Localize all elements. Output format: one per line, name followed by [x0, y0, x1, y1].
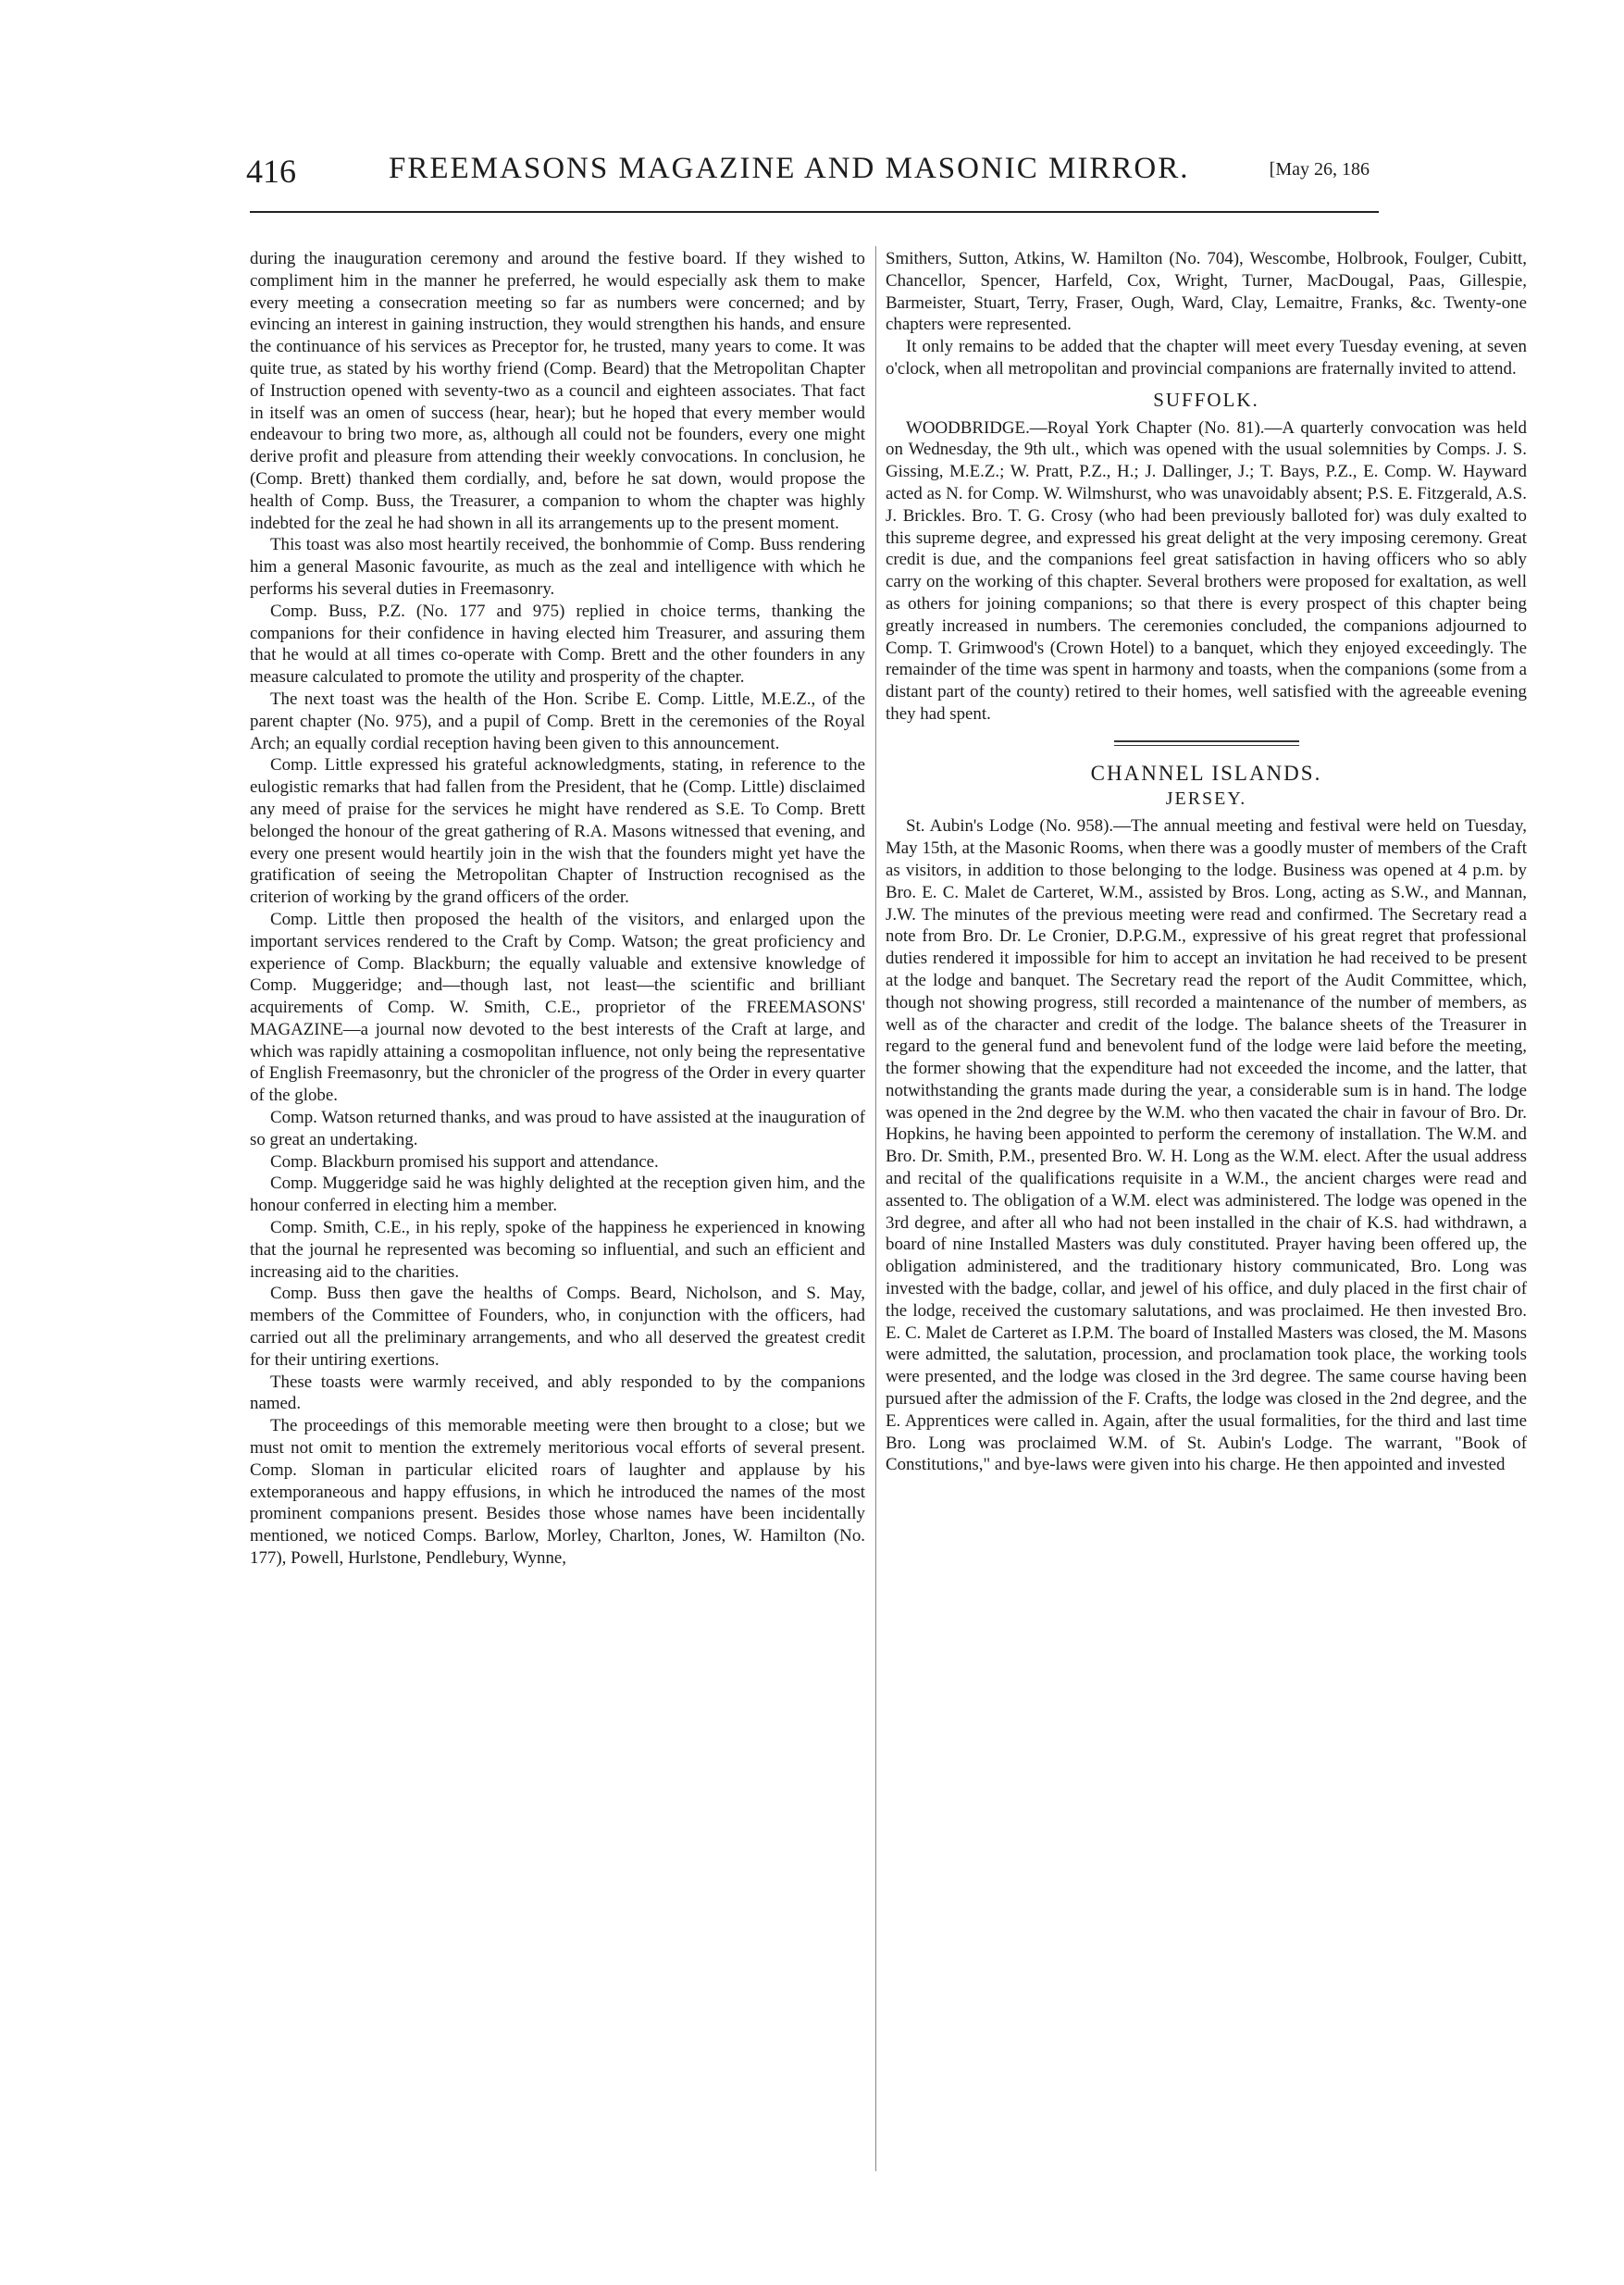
header-rule — [250, 211, 1379, 213]
section-heading-channel-islands: CHANNEL ISLANDS. — [1090, 761, 1322, 785]
right-column — [886, 248, 1527, 1476]
paragraph: Comp. Buss then gave the healths of Comps. Beard, Nicholson, and S. May, members of the Committee of Founders, who, in conjunction with the officers, had carried out all the preliminary arrangements, and who all deserved the greatest credit for their untiring exertions. — [250, 1284, 865, 1370]
section-heading-suffolk: SUFFOLK. — [1153, 388, 1259, 411]
paragraph: during the inauguration ceremony and around the festive board. If they wished to compliment him in the manner he preferred, he would especially ask them to make every meeting a consecration meeting so far as numbers were concerned; and by evincing an interest in gaining instruction, they would strengthen his hands, and ensure the continuance of his services as Preceptor for, he trusted, many years to come. It was quite true, as stated by his worthy friend (Comp. Beard) that the Metropolitan Chapter of Instruction opened with seventy-two as a council and eighteen associates. That fact in itself was an omen of success (hear, hear); but he hoped that every member would endeavour to bring two more, as, although all could not be founders, every one might derive profit and pleasure from attending their weekly convocations. In conclusion, he (Comp. Brett) thanked them cordially, and, before he sat down, would propose the health of Comp. Buss, the Treasurer, a companion to whom the chapter was highly indebted for the zeal he had shown in all its arrangements up to the present moment. — [250, 249, 865, 533]
paragraph: St. Aubin's Lodge (No. 958).—The annual meeting and festival were held on Tuesday, May 15th, at the Masonic Rooms, when there was a goodly muster of members of the Craft as visitors, in addition to those belonging to the lodge. Business was opened at 4 p.m. by Bro. E. C. Malet de Carteret, W.M., assisted by Bros. Long, acting as S.W., and Mannan, J.W. The minutes of the previous meeting were read and confirmed. The Secretary read a note from Bro. Dr. Le Cronier, D.P.G.M., expressive of his great regret that professional duties rendered it impossible for him to accept an invitation he had received to be present at the lodge and banquet. The Secretary read the report of the Audit Committee, which, though not showing progress, still recorded a maintenance of the number of members, as well as of the character and credit of the lodge. The balance sheets of the Treasurer in regard to the general fund and benevolent fund of the lodge were laid before the meeting, the former showing that the expenditure had not exceeded the income, and the latter, that notwithstanding the grants made during the year, a considerable sum is in hand. The lodge was opened in the 2nd degree by the W.M. who then vacated the chair in favour of Bro. Dr. Hopkins, he having been appointed to perform the ceremony of installation. The W.M. and Bro. Dr. Smith, P.M., presented Bro. W. H. Long as the W.M. elect. After the usual address and recital of the qualifications requisite in a W.M., the ancient charges were read and assented to. The obligation of a W.M. elect was administered. The lodge was opened in the 3rd degree, and after all who had not been installed in the chair of K.S. had withdrawn, a board of nine Installed Masters was duly constituted. Prayer having been offered up, the obligation administered, and the traditionary history communicated, Bro. Long was invested with the badge, collar, and jewel of his office, and duly placed in the first chair of the lodge, received the customary salutations, and was proclaimed. He then invested Bro. E. C. Malet de Carteret as I.P.M. The board of Installed Masters was closed, the M. Masons were admitted, the salutation, procession, and proclamation took place, the working tools were presented, and the lodge was closed in the 3rd degree. The same course having been pursued after the admission of the F. Crafts, the lodge was closed in the 2nd degree, and the E. Apprentices were called in. Again, after the usual formalities, for the third and last time Bro. Long was proclaimed W.M. of St. Aubin's Lodge. The warrant, "Book of Constitutions," and bye-laws were given into his charge. He then appointed and invested — [886, 816, 1527, 1475]
paragraph: The next toast was the health of the Hon. Scribe E. Comp. Little, M.E.Z., of the parent chapter (No. 975), and a pupil of Comp. Brett in the ceremonies of the Royal Arch; an equally cordial reception having been given to this announcement. — [250, 689, 865, 753]
paragraph: It only remains to be added that the chapter will meet every Tuesday evening, at seven o'clock, when all metropolitan and provincial companions are fraternally invited to attend. — [886, 337, 1527, 379]
paragraph: WOODBRIDGE.—Royal York Chapter (No. 81).—A quarterly convocation was held on Wednesday, the 9th ult., which was opened with the usual solemnities by Comps. J. S. Gissing, M.E.Z.; W. Pratt, P.Z., H.; J. Dallinger, J.; T. Bays, P.Z., E. Comp. W. Hayward acted as N. for Comp. W. Wilmshurst, who was unavoidably absent; P.S. E. Fitzgerald, A.S. J. Brickles. Bro. T. G. Crosy (who had been previously balloted for) was duly exalted to this supreme degree, and expressed his great delight at the very imposing ceremony. Great credit is due, and the companions feel great satisfaction in having officers who so ably carry on the working of this chapter. Several brothers were proposed for exaltation, as well as others for joining companions; so that there is every prospect of this chapter being greatly increased in numbers. The ceremonies concluded, the companions adjourned to Comp. T. Grimwood's (Crown Hotel) to a banquet, which they enjoyed exceedingly. The remainder of the time was spent in harmony and toasts, when the companions (some from a distant part of the county) retired to their homes, well satisfied with the agreeable evening they had spent. — [886, 417, 1527, 724]
section-divider — [1114, 740, 1299, 746]
paragraph: Comp. Watson returned thanks, and was proud to have assisted at the inauguration of so great an undertaking. — [250, 1108, 865, 1149]
paragraph: Comp. Buss, P.Z. (No. 177 and 975) replied in choice terms, thanking the companions for their confidence in having elected him Treasurer, and assuring them that he would at all times co-operate with Comp. Brett and the other founders in any measure calculated to promote the utility and prosperity of the chapter. — [250, 601, 865, 688]
paragraph: Comp. Little expressed his grateful acknowledgments, stating, in reference to the eulogistic remarks that had fallen from the President, that he (Comp. Little) disclaimed any meed of praise for the services he might have rendered as S.E. To Comp. Brett belonged the honour of the great gathering of R.A. Masons witnessed that evening, and every one present would heartily join in the wish that the founders might yet have the gratification of seeing the Metropolitan Chapter of Instruction recognised as the criterion of working by the grand officers of the order. — [250, 755, 865, 908]
paragraph: Comp. Little then proposed the health of the visitors, and enlarged upon the important services rendered to the Craft by Comp. Watson; the great proficiency and experience of Comp. Blackburn; the equally valuable and extensive knowledge of Comp. Muggeridge; and—though last, not least—the scientific and brilliant acquirements of Comp. W. Smith, C.E., proprietor of the FREEMASONS' MAGAZINE—a journal now devoted to the best interests of the Craft at large, and which was rapidly attaining a cosmopolitan influence, not only being the representative of English Freemasonry, but the chronicler of the progress of the Order in every quarter of the globe. — [250, 909, 865, 1106]
paragraph: This toast was also most heartily received, the bonhommie of Comp. Buss rendering him a general Masonic favourite, as much as the zeal and intelligence with which he performs his several duties in Freemasonry. — [250, 535, 865, 599]
paragraph: Comp. Muggeridge said he was highly delighted at the reception given him, and the honour conferred in electing him a member. — [250, 1174, 865, 1216]
page-number: 416 — [246, 153, 296, 190]
magazine-title: FREEMASONS MAGAZINE AND MASONIC MIRROR. — [389, 152, 1190, 185]
left-column — [250, 248, 865, 1570]
paragraph: These toasts were warmly received, and ably responded to by the companions named. — [250, 1372, 865, 1414]
paragraph: Comp. Blackburn promised his support and attendance. — [270, 1151, 659, 1172]
subsection-heading-jersey: JERSEY. — [1165, 788, 1247, 809]
paragraph: Comp. Smith, C.E., in his reply, spoke of the happiness he experienced in knowing that the journal he represented was becoming so influential, and such an efficient and increasing aid to the charities. — [250, 1218, 865, 1282]
page-header — [222, 139, 1388, 198]
issue-date: [May 26, 186 — [1269, 159, 1370, 180]
paragraph: Smithers, Sutton, Atkins, W. Hamilton (No. 704), Wescombe, Holbrook, Foulger, Cubitt, Chancellor, Spencer, Harfeld, Cox, Wright, Turner, MacDougal, Paas, Gillespie, Barmeister, Stuart, Terry, Fraser, Ough, Ward, Clay, Lemaitre, Franks, &c. Twenty-one chapters were represented. — [886, 249, 1527, 335]
paragraph: The proceedings of this memorable meeting were then brought to a close; but we must not omit to mention the extremely meritorious vocal efforts of several present. Comp. Sloman in particular elicited roars of laughter and applause by his extemporaneous and happy effusions, in which he introduced the names of the most prominent companions present. Besides those whose names have been incidentally mentioned, we noticed Comps. Barlow, Morley, Charlton, Jones, W. Hamilton (No. 177), Powell, Hurlstone, Pendlebury, Wynne, — [250, 1416, 865, 1569]
column-divider — [875, 246, 876, 2171]
